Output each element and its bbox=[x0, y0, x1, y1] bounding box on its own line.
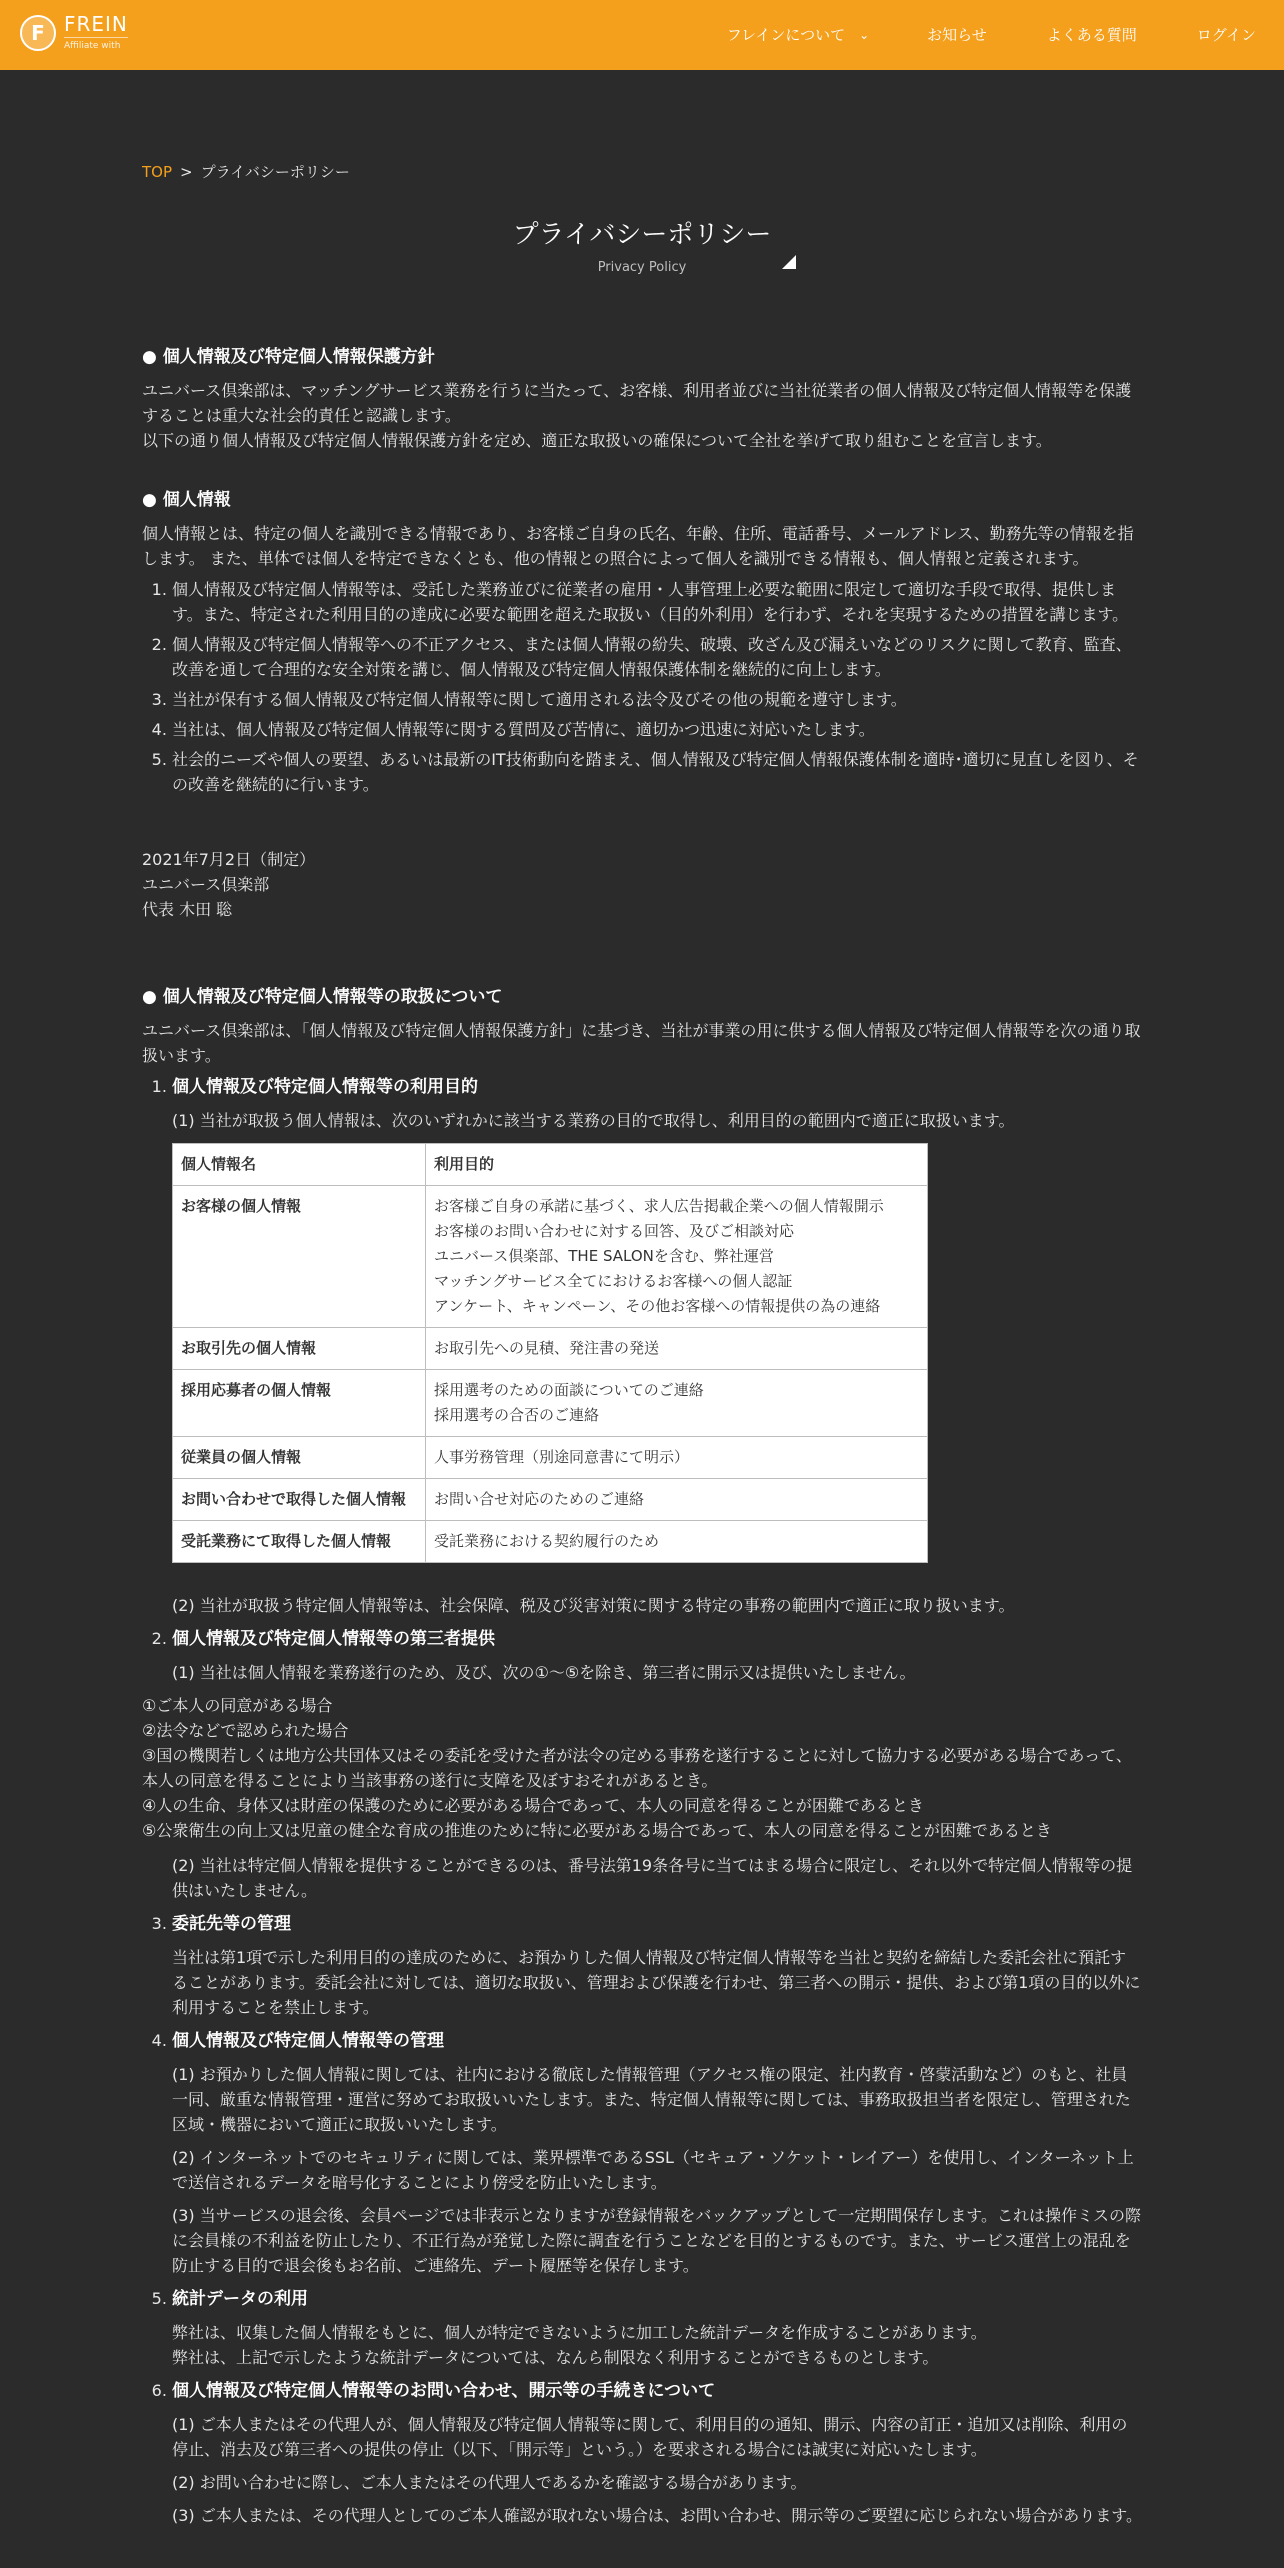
table-cell-purpose bbox=[426, 1370, 928, 1437]
table-cell-info-name: 受託業務にて取得した個人情報 bbox=[173, 1521, 426, 1563]
table-row bbox=[173, 1370, 928, 1437]
table-row bbox=[173, 1521, 928, 1563]
logo-letter: F bbox=[31, 21, 45, 45]
site-header bbox=[0, 0, 1284, 70]
policy-section bbox=[142, 344, 1142, 453]
list-item: 4. 当社は、個人情報及び特定個人情報等に関する質問及び苦情に、適切かつ迅速に対応いたします。 bbox=[172, 717, 1142, 742]
inquiry-paragraph-1: (1) ご本人またはその代理人が、個人情報及び特定個人情報等に関して、利用目的の通知、開示、内容の訂正・追加又は削除、利用の停止、消去及び第三者への提供の停止（以下、「開示等」という。）を要求される場合には誠実に対応いたします。 bbox=[172, 2415, 1128, 2459]
list-item: ⑤公衆衛生の向上又は児童の健全な育成の推進のために特に必要がある場合であって、本人の同意を得ることが困難であるとき bbox=[142, 1821, 1052, 1840]
list-item bbox=[172, 1074, 1142, 1618]
purpose-line: 採用選考の合否のご連絡 bbox=[434, 1406, 600, 1424]
table-header-row bbox=[173, 1144, 928, 1186]
table-cell-info-name: お客様の個人情報 bbox=[173, 1186, 426, 1328]
third-party-heading: 2. 個人情報及び特定個人情報等の第三者提供 bbox=[172, 1629, 495, 1649]
list-item bbox=[172, 2028, 1142, 2278]
enactment-date: 2021年7月2日（制定） bbox=[142, 850, 316, 869]
table-row bbox=[173, 1186, 928, 1328]
handling-list bbox=[142, 1074, 1142, 1685]
purpose-line: お客様のお問い合わせに対する回答、及びご相談対応 bbox=[434, 1222, 795, 1240]
statistics-paragraph-2: 弊社は、上記で示したような統計データについては、なんら制限なく利用することができるものとします。 bbox=[172, 2348, 939, 2367]
page-title-block bbox=[142, 219, 1142, 280]
breadcrumb-separator: > bbox=[180, 163, 193, 181]
statistics-paragraph-1: 弊社は、収集した個人情報をもとに、個人が特定できないように加工した統計データを作成することがあります。 bbox=[172, 2323, 987, 2342]
table-cell-purpose bbox=[426, 1328, 928, 1370]
main-nav bbox=[699, 0, 1284, 70]
list-item: ①ご本人の同意がある場合 bbox=[142, 1696, 333, 1715]
table-cell-purpose bbox=[426, 1186, 928, 1328]
list-item: 5. 社会的ニーズや個人の要望、あるいは最新のIT技術動向を踏まえ、個人情報及び特定個人情報保護体制を適時･適切に見直しを図り、その改善を継続的に行います。 bbox=[172, 747, 1142, 797]
table-cell-purpose bbox=[426, 1521, 928, 1563]
third-party-paragraph-2: (2) 当社は特定個人情報を提供することができるのは、番号法第19条各号に当てはまる場合に限定し、それ以外で特定個人情報等の提供はいたしません。 bbox=[172, 1856, 1133, 1900]
purpose-heading: 1. 個人情報及び特定個人情報等の利用目的 bbox=[172, 1077, 478, 1097]
purpose-line: お取引先への見積、発注書の発送 bbox=[434, 1339, 660, 1357]
list-item: ③国の機関若しくは地方公共団体又はその委託を受けた者が法令の定める事務を遂行することに対して協力する必要がある場合であって、本人の同意を得ることにより当該事務の遂行に支障を及ぼすおそれがあるとき。 bbox=[142, 1746, 1132, 1790]
management-paragraph-3: (3) 当サービスの退会後、会員ページでは非表示となりますが登録情報をバックアップとして一定期間保存します。これは操作ミスの際に会員様の不利益を防止したり、不正行為が発覚した際に調査を行うことなどを目的とするものです。また、サービス運営上の混乱を防止する目的で退会後もお名前、ご連絡先、デート履歴等を保存します。 bbox=[172, 2206, 1142, 2275]
table-row bbox=[173, 1437, 928, 1479]
page-subtitle: Privacy Policy bbox=[597, 260, 687, 275]
handling-section bbox=[142, 984, 1142, 2528]
table-header-cell: 個人情報名 bbox=[173, 1144, 426, 1186]
purpose-paragraph-2: (2) 当社が取扱う特定個人情報等は、社会保障、税及び災害対策に関する特定の事務の範囲内で適正に取り扱います。 bbox=[172, 1596, 1015, 1615]
personal-info-list bbox=[142, 577, 1142, 797]
site-logo[interactable] bbox=[20, 14, 128, 52]
table-cell-info-name: 採用応募者の個人情報 bbox=[173, 1370, 426, 1437]
purpose-line: マッチングサービス全てにおけるお客様への個人認証 bbox=[434, 1272, 793, 1290]
purpose-line: 採用選考のための面談についてのご連絡 bbox=[434, 1381, 704, 1399]
table-cell-info-name: お取引先の個人情報 bbox=[173, 1328, 426, 1370]
personal-info-section bbox=[142, 487, 1142, 797]
statistics-heading: 5. 統計データの利用 bbox=[172, 2289, 308, 2309]
nav-about[interactable] bbox=[699, 23, 897, 48]
purpose-line: アンケート、キャンペーン、その他お客様への情報提供の為の連絡 bbox=[434, 1297, 881, 1315]
policy-heading: ● 個人情報及び特定個人情報保護方針 bbox=[142, 347, 435, 367]
purpose-table bbox=[172, 1143, 928, 1563]
list-item bbox=[172, 2378, 1142, 2528]
management-paragraph-1: (1) お預かりした個人情報に関しては、社内における徹底した情報管理（アクセス権の限定、社内教育・啓蒙活動など）のもと、社員一同、厳重な情報管理・運営に努めてお取扱いいたします。また、特定個人情報等に関しては、事務取扱担当者を限定し、管理された区域・機器において適正に取扱いいたします。 bbox=[172, 2065, 1131, 2134]
contractor-heading: 3. 委託先等の管理 bbox=[172, 1914, 291, 1934]
organization-name: ユニバース倶楽部 bbox=[142, 875, 270, 894]
list-item: 3. 当社が保有する個人情報及び特定個人情報等に関して適用される法令及びその他の規範を遵守します。 bbox=[172, 687, 1142, 712]
nav-faq[interactable]: よくある質問 bbox=[1046, 25, 1137, 44]
nav-news[interactable]: お知らせ bbox=[927, 25, 987, 44]
table-cell-purpose bbox=[426, 1479, 928, 1521]
logo-mark bbox=[20, 15, 56, 51]
chevron-down-icon: ⌄ bbox=[859, 27, 870, 42]
list-item: ④人の生命、身体又は財産の保護のために必要がある場合であって、本人の同意を得ることが困難であるとき bbox=[142, 1796, 924, 1815]
contractor-paragraph: 当社は第1項で示した利用目的の達成のために、お預かりした個人情報及び特定個人情報等を当社と契約を締結した委託会社に預託することがあります。委託会社に対しては、適切な取扱い、管理および保護を行わせ、第三者への開示・提供、および第1項の目的以外に利用することを禁止します。 bbox=[172, 1948, 1141, 2017]
nav-about-label: フレインについて bbox=[726, 25, 846, 44]
list-item bbox=[172, 1911, 1142, 2020]
nav-login[interactable]: ログイン bbox=[1196, 25, 1256, 44]
inquiry-heading: 6. 個人情報及び特定個人情報等のお問い合わせ、開示等の手続きについて bbox=[172, 2381, 716, 2401]
table-row bbox=[173, 1479, 928, 1521]
table-cell-purpose bbox=[426, 1437, 928, 1479]
corner-triangle-icon bbox=[782, 255, 796, 269]
third-party-paragraph-1: (1) 当社は個人情報を業務遂行のため、及び、次の①～⑤を除き、第三者に開示又は提供いたしません。 bbox=[172, 1663, 916, 1682]
third-party-cases bbox=[142, 1693, 1142, 1843]
policy-paragraph-1: ユニバース倶楽部は、マッチングサービス業務を行うに当たって、お客様、利用者並びに当社従業者の個人情報及び特定個人情報等を保護することは重大な社会的責任と認識します。 bbox=[142, 381, 1132, 425]
table-header-cell: 利用目的 bbox=[426, 1144, 928, 1186]
list-item: 1. 個人情報及び特定個人情報等は、受託した業務並びに従業者の雇用・人事管理上必要な範囲に限定して適切な手段で取得、提供します。また、特定された利用目的の達成に必要な範囲を超えた取扱い（目的外利用）を行わず、それを実現するための措置を講じます。 bbox=[172, 577, 1142, 627]
breadcrumb bbox=[142, 160, 1142, 185]
list-item: 2. 個人情報及び特定個人情報等への不正アクセス、または個人情報の紛失、破壊、改ざん及び漏えいなどのリスクに関して教育、監査、改善を通して合理的な安全対策を講じ、個人情報及び特定個人情報保護体制を継続的に向上します。 bbox=[172, 632, 1142, 682]
representative-name: 代表 木田 聡 bbox=[142, 900, 233, 919]
table-cell-info-name: 従業員の個人情報 bbox=[173, 1437, 426, 1479]
list-item bbox=[172, 1626, 1142, 1685]
policy-paragraph-2: 以下の通り個人情報及び特定個人情報保護方針を定め、適正な取扱いの確保について全社を挙げて取り組むことを宣言します。 bbox=[142, 431, 1052, 450]
personal-info-heading: ● 個人情報 bbox=[142, 490, 231, 510]
purpose-line: 人事労務管理（別途同意書にて明示） bbox=[434, 1448, 690, 1466]
personal-info-definition: 個人情報とは、特定の個人を識別できる情報であり、お客様ご自身の氏名、年齢、住所、電話番号、メールアドレス、勤務先等の情報を指します。 また、単体では個人を特定できなくとも、他の情報との照合によって個人を識別できる情報も、個人情報と定義されます。 bbox=[142, 524, 1134, 568]
purpose-line: お問い合せ対応のためのご連絡 bbox=[434, 1490, 645, 1508]
management-heading: 4. 個人情報及び特定個人情報等の管理 bbox=[172, 2031, 444, 2051]
signature-block bbox=[142, 847, 1142, 922]
breadcrumb-current: プライバシーポリシー bbox=[200, 163, 350, 181]
purpose-paragraph-1: (1) 当社が取扱う個人情報は、次のいずれかに該当する業務の目的で取得し、利用目的の範囲内で適正に取扱います。 bbox=[172, 1111, 1015, 1130]
list-item: ②法令などで認められた場合 bbox=[142, 1721, 349, 1740]
purpose-line: お客様ご自身の承諾に基づく、求人広告掲載企業への個人情報開示 bbox=[434, 1197, 884, 1215]
inquiry-paragraph-2: (2) お問い合わせに際し、ご本人またはその代理人であるかを確認する場合があります。 bbox=[172, 2473, 807, 2492]
page-title: プライバシーポリシー bbox=[512, 220, 772, 250]
purpose-line: 受託業務における契約履行のため bbox=[434, 1532, 660, 1550]
handling-list-continued bbox=[142, 1911, 1142, 2528]
inquiry-paragraph-3: (3) ご本人または、その代理人としてのご本人確認が取れない場合は、お問い合わせ、開示等のご要望に応じられない場合があります。 bbox=[172, 2506, 1142, 2525]
table-row bbox=[173, 1328, 928, 1370]
handling-heading: ● 個人情報及び特定個人情報等の取扱について bbox=[142, 987, 503, 1007]
table-cell-info-name: お問い合わせで取得した個人情報 bbox=[173, 1479, 426, 1521]
breadcrumb-top-link[interactable]: TOP bbox=[142, 163, 173, 181]
logo-tagline: Affiliate with bbox=[64, 37, 128, 52]
main-content bbox=[0, 160, 1284, 2528]
management-paragraph-2: (2) インターネットでのセキュリティに関しては、業界標準であるSSL（セキュア・ソケット・レイアー）を使用し、インターネット上で送信されるデータを暗号化することにより傍受を防止いたします。 bbox=[172, 2148, 1134, 2192]
handling-intro: ユニバース倶楽部は、「個人情報及び特定個人情報保護方針」に基づき、当社が事業の用に供する個人情報及び特定個人情報等を次の通り取扱います。 bbox=[142, 1021, 1141, 1065]
logo-name: FREIN bbox=[64, 12, 128, 36]
purpose-line: ユニバース倶楽部、THE SALONを含む、弊社運営 bbox=[434, 1247, 774, 1265]
list-item bbox=[172, 2286, 1142, 2370]
